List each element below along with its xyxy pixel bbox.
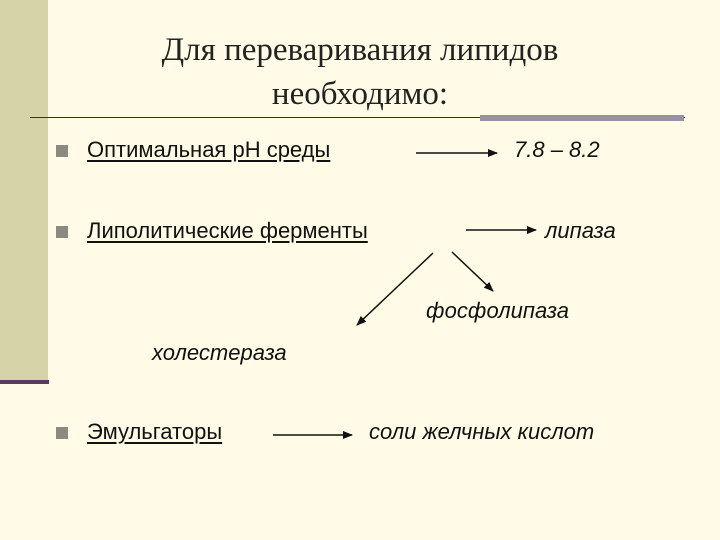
- phospholipase-label: фосфолипаза: [426, 298, 569, 323]
- item-emulsifiers-value: соли желчных кислот: [369, 419, 595, 444]
- item-enzymes-value: липаза: [545, 218, 616, 243]
- cholesterase-label: холестераза: [152, 340, 287, 365]
- item-enzymes-label: Липолитические ферменты: [87, 218, 368, 243]
- item-ph-label: Оптимальная рН среды: [87, 137, 331, 162]
- item-emulsifiers-label: Эмульгаторы: [87, 419, 223, 444]
- arrow-phospholipase: [452, 252, 493, 291]
- arrow-cholesterase: [357, 253, 433, 325]
- item-ph-value: 7.8 – 8.2: [514, 137, 600, 162]
- title-line-1: Для переваривания липидов: [161, 32, 559, 68]
- title-line-2: необходимо:: [271, 76, 449, 112]
